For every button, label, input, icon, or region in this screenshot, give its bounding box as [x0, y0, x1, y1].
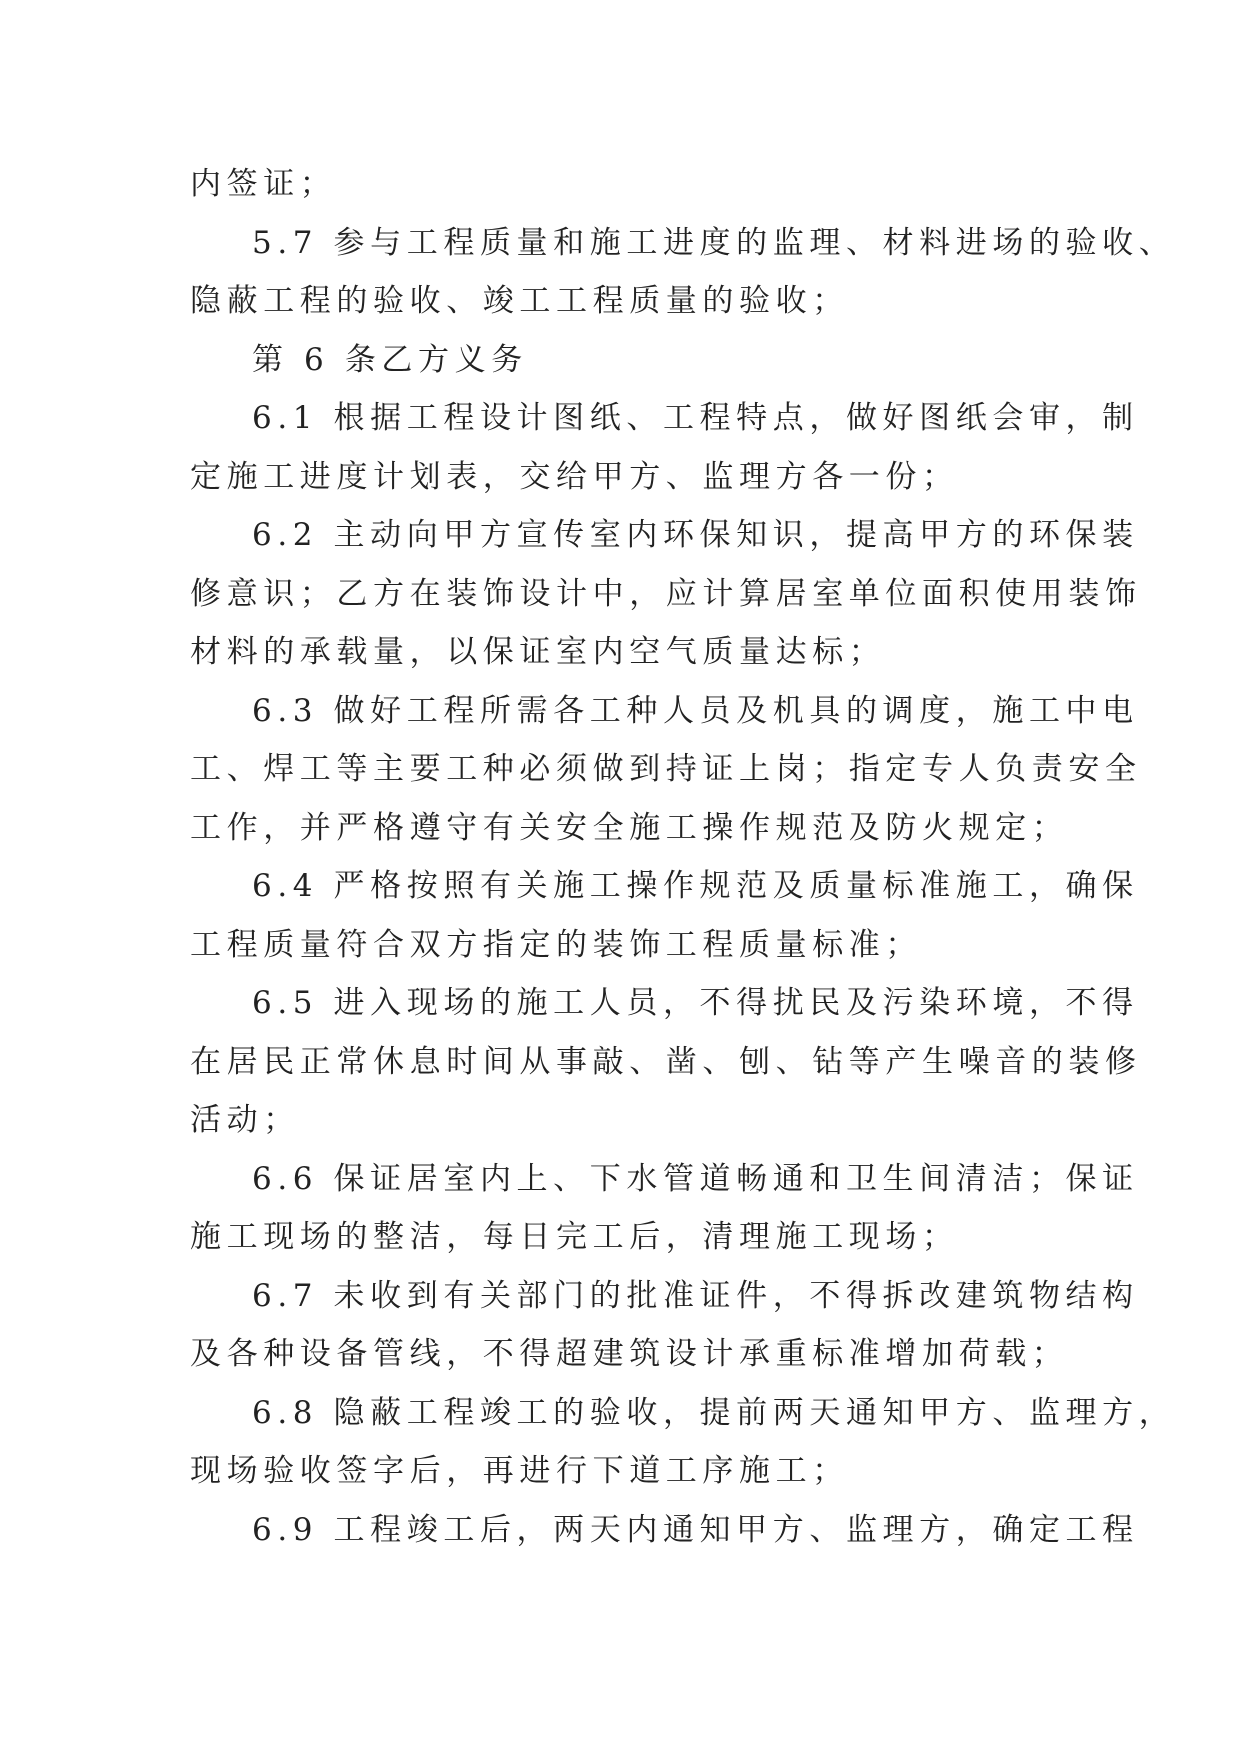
clause-6-6-line: 6.6 保证居室内上、下水管道畅通和卫生间清洁；保证 — [252, 1160, 1139, 1197]
text-line: 在居民正常休息时间从事敲、凿、刨、钻等产生噪音的装修 — [190, 1043, 1142, 1080]
text-line: 隐蔽工程的验收、竣工工程质量的验收； — [190, 283, 849, 319]
text-line: 定施工进度计划表，交给甲方、监理方各一份； — [190, 458, 959, 495]
text-line: 工程质量符合双方指定的装饰工程质量标准； — [190, 926, 922, 963]
text-line: 内签证； — [190, 166, 337, 202]
clause-6-3-line: 6.3 做好工程所需各工种人员及机具的调度，施工中电 — [252, 692, 1139, 729]
text-line: 现场验收签字后，再进行下道工序施工； — [190, 1453, 849, 1489]
text-line: 及各种设备管线，不得超建筑设计承重标准增加荷载； — [190, 1336, 1069, 1372]
clause-6-5-line: 6.5 进入现场的施工人员，不得扰民及污染环境，不得 — [252, 985, 1139, 1021]
clause-6-7-line: 6.7 未收到有关部门的批准证件，不得拆改建筑物结构 — [252, 1277, 1139, 1314]
text-line: 工、焊工等主要工种必须做到持证上岗；指定专人负责安全 — [190, 751, 1142, 787]
clause-6-9-line: 6.9 工程竣工后，两天内通知甲方、监理方，确定工程 — [252, 1511, 1139, 1548]
text-line: 施工现场的整洁，每日完工后，清理施工现场； — [190, 1219, 959, 1255]
clause-6-1-line: 6.1 根据工程设计图纸、工程特点，做好图纸会审，制 — [252, 400, 1139, 436]
text-line: 修意识；乙方在装饰设计中，应计算居室单位面积使用装饰 — [190, 575, 1142, 612]
article-6-heading: 第 6 条乙方义务 — [252, 341, 528, 378]
text-line: 材料的承载量，以保证室内空气质量达标； — [190, 634, 886, 670]
contract-text — [190, 155, 1176, 1559]
clause-5-7-line: 5.7 参与工程质量和施工进度的监理、材料进场的验收、 — [252, 224, 1176, 261]
text-line: 工作，并严格遵守有关安全施工操作规范及防火规定； — [190, 809, 1069, 846]
clause-6-2-line: 6.2 主动向甲方宣传室内环保知识，提高甲方的环保装 — [252, 517, 1139, 553]
text-line: 活动； — [190, 1102, 300, 1138]
clause-6-4-line: 6.4 严格按照有关施工操作规范及质量标准施工，确保 — [252, 868, 1139, 904]
clause-6-8-line: 6.8 隐蔽工程竣工的验收，提前两天通知甲方、监理方， — [252, 1394, 1176, 1431]
